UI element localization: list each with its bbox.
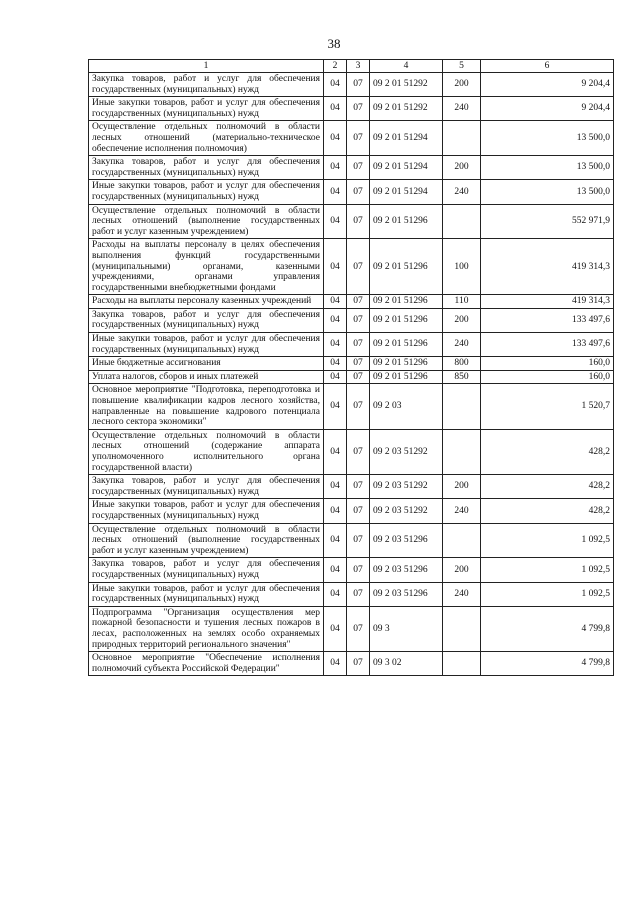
row-target-code-cell: 09 2 01 51296 [370, 308, 443, 332]
row-expense-type-cell: 200 [443, 156, 481, 180]
row-name-cell: Осуществление отдельных полномочий в области лесных отношений (материально-техническое обеспечение исполнения полномочия) [89, 121, 324, 156]
row-subsection-cell: 07 [347, 523, 370, 558]
row-expense-type-cell: 200 [443, 73, 481, 97]
row-target-code-cell: 09 2 01 51296 [370, 239, 443, 295]
row-section-cell: 04 [324, 73, 347, 97]
row-section-cell: 04 [324, 384, 347, 429]
row-section-cell: 04 [324, 308, 347, 332]
header-cell-section: 2 [324, 60, 347, 73]
row-section-cell: 04 [324, 606, 347, 651]
row-section-cell: 04 [324, 204, 347, 239]
row-subsection-cell: 07 [347, 239, 370, 295]
table-row [89, 156, 614, 180]
table-row [89, 180, 614, 204]
row-subsection-cell: 07 [347, 121, 370, 156]
row-expense-type-cell: 240 [443, 180, 481, 204]
row-section-cell: 04 [324, 121, 347, 156]
row-section-cell: 04 [324, 370, 347, 384]
row-target-code-cell: 09 2 03 51296 [370, 558, 443, 582]
row-expense-type-cell: 800 [443, 357, 481, 371]
table-row [89, 204, 614, 239]
row-expense-type-cell: 240 [443, 97, 481, 121]
row-expense-type-cell [443, 384, 481, 429]
row-section-cell: 04 [324, 475, 347, 499]
row-expense-type-cell [443, 121, 481, 156]
row-expense-type-cell: 240 [443, 333, 481, 357]
row-name-cell: Иные закупки товаров, работ и услуг для обеспечения государственных (муниципальных) нужд [89, 333, 324, 357]
row-target-code-cell: 09 2 03 51292 [370, 499, 443, 523]
row-target-code-cell: 09 2 01 51296 [370, 204, 443, 239]
row-name-cell: Иные закупки товаров, работ и услуг для обеспечения государственных (муниципальных) нужд [89, 499, 324, 523]
row-subsection-cell: 07 [347, 606, 370, 651]
row-expense-type-cell [443, 606, 481, 651]
row-section-cell: 04 [324, 357, 347, 371]
row-subsection-cell: 07 [347, 295, 370, 309]
row-sum-cell: 13 500,0 [481, 180, 614, 204]
row-sum-cell: 552 971,9 [481, 204, 614, 239]
row-subsection-cell: 07 [347, 499, 370, 523]
row-target-code-cell: 09 2 01 51292 [370, 73, 443, 97]
row-sum-cell: 160,0 [481, 370, 614, 384]
row-subsection-cell: 07 [347, 357, 370, 371]
row-subsection-cell: 07 [347, 204, 370, 239]
row-target-code-cell: 09 2 03 51292 [370, 475, 443, 499]
row-target-code-cell: 09 2 01 51292 [370, 97, 443, 121]
row-sum-cell: 133 497,6 [481, 333, 614, 357]
row-expense-type-cell [443, 204, 481, 239]
row-expense-type-cell: 100 [443, 239, 481, 295]
row-subsection-cell: 07 [347, 429, 370, 474]
row-name-cell: Иные закупки товаров, работ и услуг для обеспечения государственных (муниципальных) нужд [89, 582, 324, 606]
row-name-cell: Уплата налогов, сборов и иных платежей [89, 370, 324, 384]
row-subsection-cell: 07 [347, 73, 370, 97]
table-row [89, 429, 614, 474]
row-sum-cell: 4 799,8 [481, 652, 614, 676]
row-subsection-cell: 07 [347, 582, 370, 606]
table-row [89, 97, 614, 121]
row-section-cell: 04 [324, 97, 347, 121]
row-section-cell: 04 [324, 333, 347, 357]
budget-table-body [89, 60, 614, 676]
row-section-cell: 04 [324, 156, 347, 180]
table-row [89, 499, 614, 523]
table-row [89, 121, 614, 156]
row-sum-cell: 419 314,3 [481, 295, 614, 309]
table-row [89, 73, 614, 97]
row-sum-cell: 1 092,5 [481, 523, 614, 558]
row-name-cell: Подпрограмма "Организация осуществления мер пожарной безопасности и тушения лесных пожаров в лесах, расположенных на землях особо охраняемых природных территорий регионального значения" [89, 606, 324, 651]
row-target-code-cell: 09 2 03 51292 [370, 429, 443, 474]
row-section-cell: 04 [324, 652, 347, 676]
row-name-cell: Осуществление отдельных полномочий в области лесных отношений (выполнение государственных работ и услуг казенным учреждением) [89, 523, 324, 558]
row-name-cell: Иные закупки товаров, работ и услуг для обеспечения государственных (муниципальных) нужд [89, 180, 324, 204]
row-subsection-cell: 07 [347, 308, 370, 332]
row-target-code-cell: 09 2 01 51296 [370, 295, 443, 309]
row-sum-cell: 419 314,3 [481, 239, 614, 295]
row-target-code-cell: 09 2 03 51296 [370, 523, 443, 558]
header-cell-expense-type: 5 [443, 60, 481, 73]
row-name-cell: Расходы на выплаты персоналу казенных учреждений [89, 295, 324, 309]
row-name-cell: Иные бюджетные ассигнования [89, 357, 324, 371]
row-sum-cell: 1 520,7 [481, 384, 614, 429]
row-subsection-cell: 07 [347, 156, 370, 180]
table-row [89, 582, 614, 606]
row-name-cell: Основное мероприятие "Обеспечение исполнения полномочий субъекта Российской Федерации" [89, 652, 324, 676]
row-target-code-cell: 09 3 02 [370, 652, 443, 676]
row-name-cell: Осуществление отдельных полномочий в области лесных отношений (содержание аппарата уполномоченного исполнительного органа государственной власти) [89, 429, 324, 474]
row-target-code-cell: 09 2 01 51294 [370, 156, 443, 180]
row-sum-cell: 1 092,5 [481, 582, 614, 606]
row-section-cell: 04 [324, 180, 347, 204]
table-header-row [89, 60, 614, 73]
row-target-code-cell: 09 2 01 51296 [370, 333, 443, 357]
row-name-cell: Закупка товаров, работ и услуг для обеспечения государственных (муниципальных) нужд [89, 558, 324, 582]
header-cell-sum: 6 [481, 60, 614, 73]
table-row [89, 333, 614, 357]
row-target-code-cell: 09 2 03 51296 [370, 582, 443, 606]
row-subsection-cell: 07 [347, 97, 370, 121]
row-sum-cell: 9 204,4 [481, 73, 614, 97]
table-row [89, 652, 614, 676]
row-subsection-cell: 07 [347, 475, 370, 499]
row-name-cell: Расходы на выплаты персоналу в целях обеспечения выполнения функций государственными (муниципальными) органами, казенными учреждениями, органами управления государственными внебюджетными фондами [89, 239, 324, 295]
row-target-code-cell: 09 3 [370, 606, 443, 651]
table-row [89, 308, 614, 332]
row-sum-cell: 133 497,6 [481, 308, 614, 332]
table-row [89, 606, 614, 651]
row-subsection-cell: 07 [347, 652, 370, 676]
row-subsection-cell: 07 [347, 333, 370, 357]
row-expense-type-cell: 240 [443, 582, 481, 606]
row-subsection-cell: 07 [347, 384, 370, 429]
row-expense-type-cell: 850 [443, 370, 481, 384]
row-name-cell: Основное мероприятие "Подготовка, переподготовка и повышение квалификации кадров лесного хозяйства, направленные на повышение кадрового потенциала лесного сектора экономики" [89, 384, 324, 429]
row-section-cell: 04 [324, 523, 347, 558]
row-section-cell: 04 [324, 429, 347, 474]
row-sum-cell: 160,0 [481, 357, 614, 371]
row-subsection-cell: 07 [347, 370, 370, 384]
row-sum-cell: 428,2 [481, 499, 614, 523]
row-sum-cell: 428,2 [481, 429, 614, 474]
row-section-cell: 04 [324, 558, 347, 582]
row-target-code-cell: 09 2 01 51296 [370, 357, 443, 371]
row-expense-type-cell [443, 523, 481, 558]
row-expense-type-cell: 200 [443, 308, 481, 332]
row-name-cell: Закупка товаров, работ и услуг для обеспечения государственных (муниципальных) нужд [89, 156, 324, 180]
row-section-cell: 04 [324, 582, 347, 606]
budget-table [88, 59, 614, 676]
table-row [89, 558, 614, 582]
row-sum-cell: 4 799,8 [481, 606, 614, 651]
row-section-cell: 04 [324, 239, 347, 295]
page-number: 38 [327, 36, 341, 51]
row-expense-type-cell [443, 429, 481, 474]
header-cell-subsection: 3 [347, 60, 370, 73]
row-target-code-cell: 09 2 01 51294 [370, 121, 443, 156]
row-name-cell: Иные закупки товаров, работ и услуг для обеспечения государственных (муниципальных) нужд [89, 97, 324, 121]
row-expense-type-cell: 200 [443, 475, 481, 499]
table-row [89, 239, 614, 295]
row-sum-cell: 9 204,4 [481, 97, 614, 121]
table-row [89, 295, 614, 309]
row-section-cell: 04 [324, 295, 347, 309]
row-target-code-cell: 09 2 01 51294 [370, 180, 443, 204]
row-target-code-cell: 09 2 01 51296 [370, 370, 443, 384]
table-row [89, 475, 614, 499]
header-cell-target-code: 4 [370, 60, 443, 73]
row-name-cell: Осуществление отдельных полномочий в области лесных отношений (выполнение государственных работ и услуг казенным учреждением) [89, 204, 324, 239]
row-target-code-cell: 09 2 03 [370, 384, 443, 429]
row-sum-cell: 1 092,5 [481, 558, 614, 582]
header-cell-name: 1 [89, 60, 324, 73]
row-name-cell: Закупка товаров, работ и услуг для обеспечения государственных (муниципальных) нужд [89, 73, 324, 97]
row-sum-cell: 13 500,0 [481, 121, 614, 156]
row-subsection-cell: 07 [347, 558, 370, 582]
row-expense-type-cell: 110 [443, 295, 481, 309]
row-name-cell: Закупка товаров, работ и услуг для обеспечения государственных (муниципальных) нужд [89, 308, 324, 332]
row-expense-type-cell: 200 [443, 558, 481, 582]
row-expense-type-cell: 240 [443, 499, 481, 523]
table-row [89, 523, 614, 558]
table-row [89, 370, 614, 384]
table-row [89, 384, 614, 429]
row-expense-type-cell [443, 652, 481, 676]
row-sum-cell: 428,2 [481, 475, 614, 499]
row-subsection-cell: 07 [347, 180, 370, 204]
row-name-cell: Закупка товаров, работ и услуг для обеспечения государственных (муниципальных) нужд [89, 475, 324, 499]
row-sum-cell: 13 500,0 [481, 156, 614, 180]
row-section-cell: 04 [324, 499, 347, 523]
table-row [89, 357, 614, 371]
